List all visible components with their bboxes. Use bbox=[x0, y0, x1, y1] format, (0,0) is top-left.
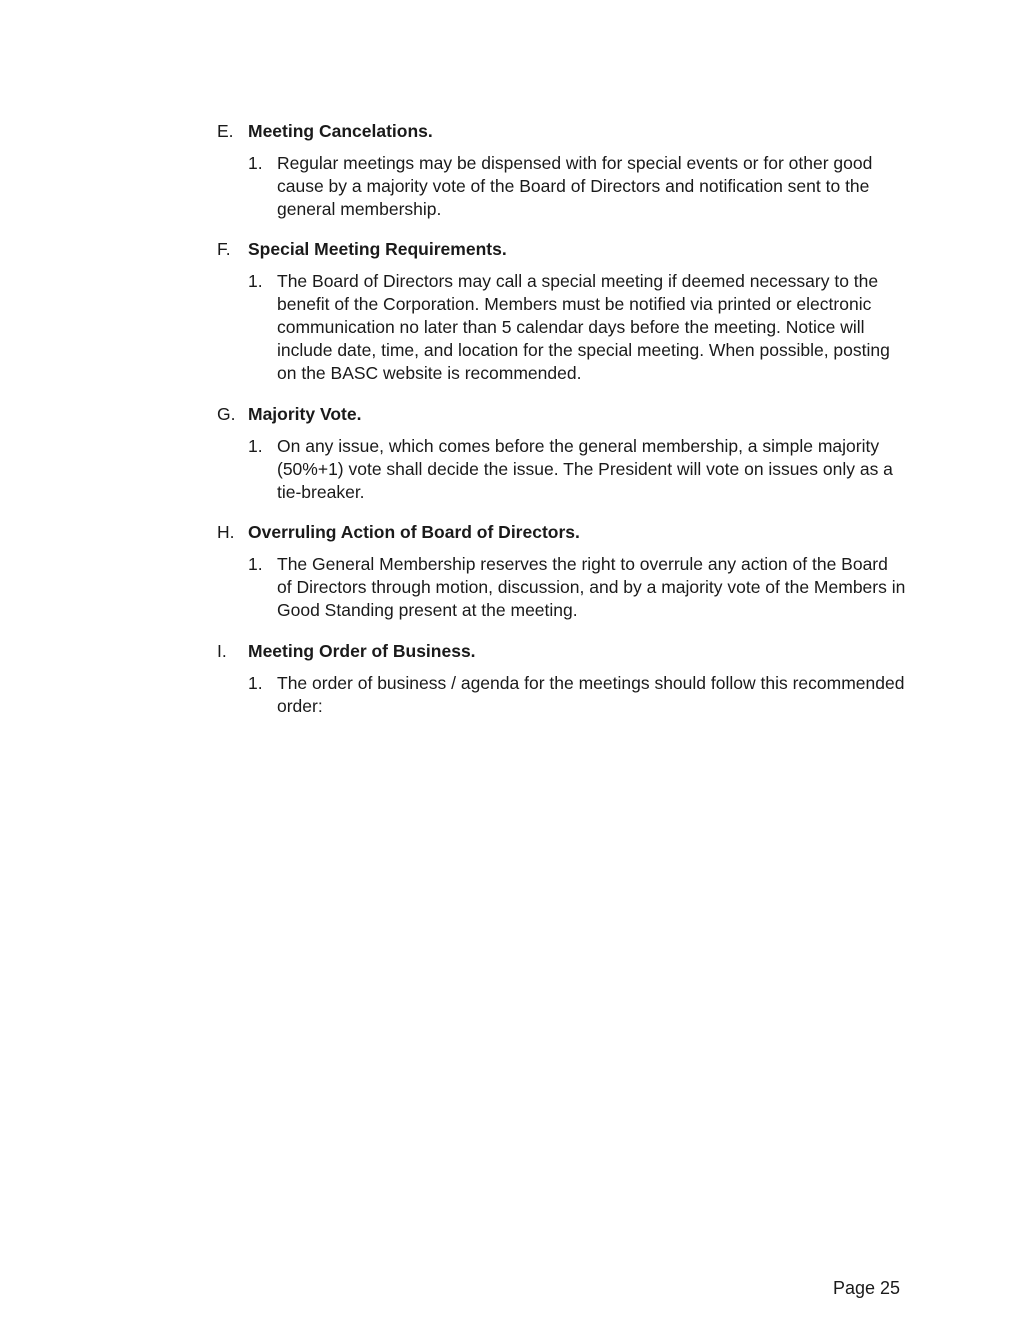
list-item bbox=[248, 553, 907, 622]
section-heading bbox=[217, 521, 907, 544]
section-title: Majority Vote. bbox=[248, 404, 362, 424]
list-item bbox=[248, 672, 907, 718]
item-text: The General Membership reserves the right to overrule any action of the Board of Directors through motion, discussion, and by a majority vote of the Members in Good Standing present at the meeting. bbox=[277, 554, 906, 620]
page-number: Page 25 bbox=[832, 1278, 900, 1298]
section-heading bbox=[217, 238, 907, 261]
item-text: Regular meetings may be dispensed with for special events or for other good cause by a majority vote of the Board of Directors and notification sent to the general membership. bbox=[277, 153, 873, 219]
list-item bbox=[248, 270, 907, 385]
section-meeting-cancelations bbox=[217, 120, 907, 221]
item-number: 1. bbox=[248, 271, 263, 291]
item-text: The order of business / agenda for the meetings should follow this recommended order: bbox=[277, 673, 905, 716]
item-text: On any issue, which comes before the general membership, a simple majority (50%+1) vote shall decide the issue. The President will vote on issues only as a tie-breaker. bbox=[277, 436, 893, 502]
section-heading bbox=[217, 640, 907, 663]
section-letter: F. bbox=[217, 239, 231, 259]
list-item bbox=[248, 152, 907, 221]
section-majority-vote bbox=[217, 403, 907, 504]
item-text: The Board of Directors may call a special meeting if deemed necessary to the benefit of the Corporation. Members must be notified via printed or electronic communication no later than 5 calendar days before the meeting. Notice will include date, time, and location for the special meeting. When possible, posting on the BASC website is recommended. bbox=[277, 271, 890, 383]
section-heading bbox=[217, 120, 907, 143]
section-letter: G. bbox=[217, 404, 236, 424]
section-heading bbox=[217, 403, 907, 426]
section-letter: E. bbox=[217, 121, 234, 141]
item-number: 1. bbox=[248, 673, 263, 693]
list-item bbox=[248, 435, 907, 504]
section-title: Meeting Cancelations. bbox=[248, 121, 433, 141]
section-title: Meeting Order of Business. bbox=[248, 641, 476, 661]
item-number: 1. bbox=[248, 436, 263, 456]
section-overruling-action bbox=[217, 521, 907, 622]
section-title: Overruling Action of Board of Directors. bbox=[248, 522, 580, 542]
section-title: Special Meeting Requirements. bbox=[248, 239, 507, 259]
section-special-meeting-requirements bbox=[217, 238, 907, 385]
item-number: 1. bbox=[248, 554, 263, 574]
section-letter: I. bbox=[217, 641, 227, 661]
item-number: 1. bbox=[248, 153, 263, 173]
section-meeting-order-of-business bbox=[217, 640, 907, 718]
section-letter: H. bbox=[217, 522, 235, 542]
